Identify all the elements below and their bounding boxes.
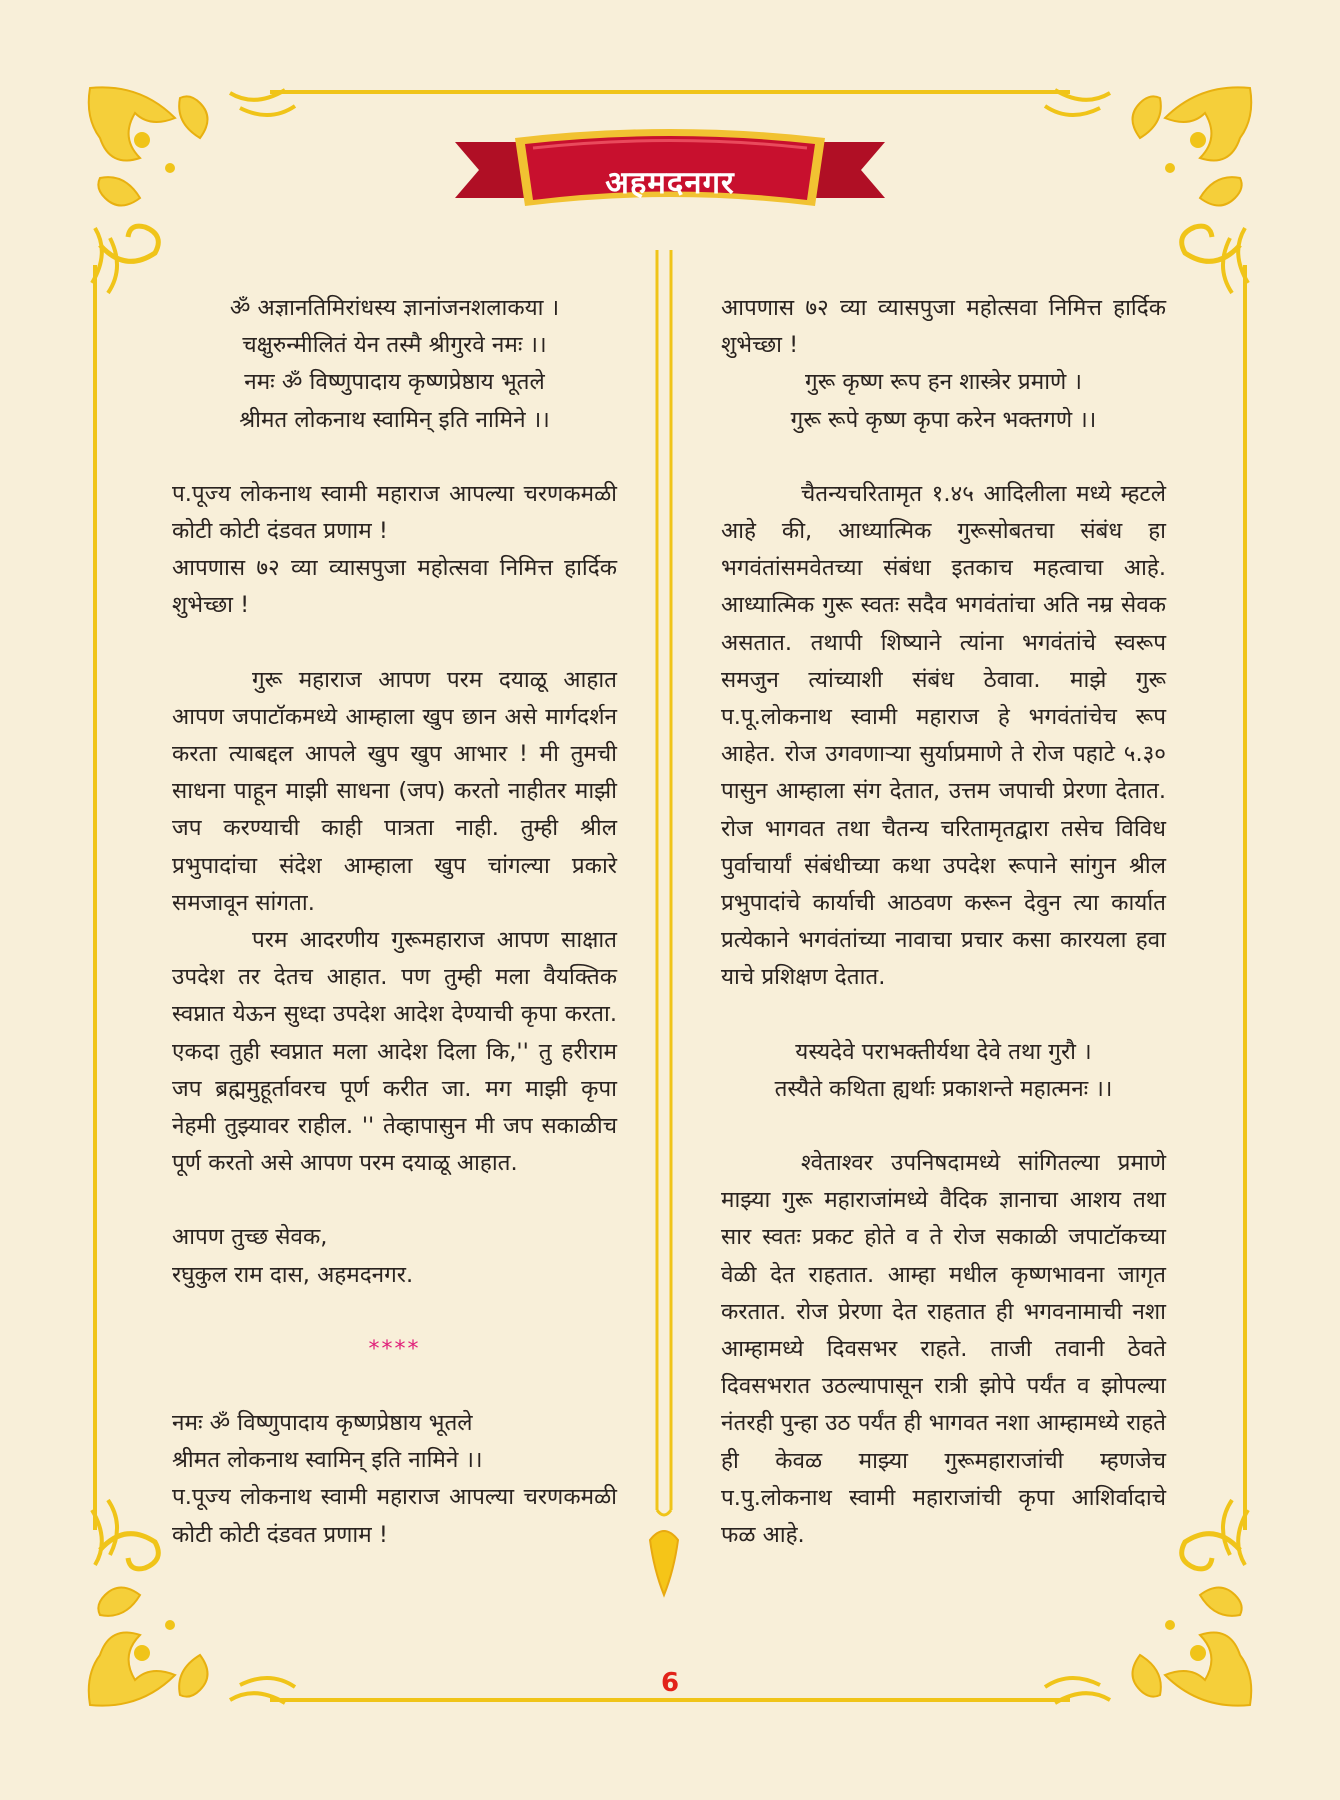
verse-line: चक्षुरुन्मीलितं येन तस्मै श्रीगुरवे नमः ।। — [242, 332, 547, 359]
greeting-paragraph: प.पूज्य लोकनाथ स्वामी महाराज आपल्या चरणकमळी कोटी कोटी दंडवत प्रणाम ! — [172, 480, 617, 545]
greeting-paragraph: प.पूज्य लोकनाथ स्वामी महाराज आपल्या चरणकमळी कोटी कोटी दंडवत प्रणाम ! — [172, 1484, 617, 1548]
verse-line: तस्यैते कथिता ह्यर्थाः प्रकाशन्ते महात्मनः ।। — [774, 1075, 1113, 1102]
verse-line: श्रीमत लोकनाथ स्वामिन् इति नामिने ।। — [172, 1447, 483, 1474]
verse-line: श्रीमत लोकनाथ स्वामिन् इति नामिने ।। — [239, 406, 550, 433]
verse-line: यस्यदेवे पराभक्तीर्यथा देवे तथा गुरौ । — [795, 1038, 1092, 1065]
section-separator: **** — [368, 1336, 421, 1362]
verse-line: गुरू रूपे कृष्ण कृपा करेन भक्तगणे ।। — [790, 406, 1097, 433]
signoff-line: आपण तुच्छ सेवक, — [172, 1224, 328, 1251]
body-paragraph: गुरू महाराज आपण परम दयाळू आहात आपण जपाटॉकमध्ये आम्हाला खुप छान असे मार्गदर्शन करता त्याबद्दल आपले खुप खुप आभार ! मी तुमची साधना पाहून माझी साधना (जप) करतो नाहीतर माझी जप करण्याची काही पात्रता नाही. तुम्ही श्रील प्रभुपादांचा संदेश आम्हाला खुप चांगल्या प्रकारे समजावून सांगता. — [172, 666, 617, 916]
left-column — [172, 290, 617, 1554]
wishes-paragraph: आपणास ७२ व्या व्यासपुजा महोत्सवा निमित्त हार्दिक शुभेच्छा ! — [721, 295, 1166, 359]
body-paragraph: चैतन्यचरितामृत १.४५ आदिलीला मध्ये म्हटले आहे की, आध्यात्मिक गुरूसोबतचा संबंध हा भगवंतांसमवेतच्या संबंधा इतकाच महत्वाचा आहे. आध्यात्मिक गुरू स्वतः सदैव भगवंतांचा अति नम्र सेवक असतात. तथापी शिष्याने त्यांना भगवंतांचे स्वरूप समजुन त्यांच्याशी संबंध ठेवावा. माझे गुरू प.पू.लोकनाथ स्वामी महाराज हे भगवंतांचेच रूप आहेत. रोज उगवणाऱ्या सुर्याप्रमाणे ते रोज पहाटे ५.३० पासुन आम्हाला संग देतात, उत्तम जपाची प्रेरणा देतात. रोज भागवत तथा चैतन्य चरितामृतद्वारा तसेच विविध पुर्वाचार्यां संबंधीच्या कथा उपदेश रूपाने सांगुन श्रील प्रभुपादांचे कार्याची आठवण करून देवुन त्या कार्यात प्रत्येकाने भगवंतांच्या नावाचा प्रचार कसा कारयला हवा याचे प्रशिक्षण देतात. — [721, 480, 1166, 991]
column-divider — [644, 250, 684, 1610]
page-title: अहमदनगर — [605, 165, 735, 201]
body-paragraph: परम आदरणीय गुरूमहाराज आपण साक्षात उपदेश तर देतच आहात. पण तुम्ही मला वैयक्तिक स्वप्नात येऊन सुध्दा उपदेश आदेश देण्याची कृपा करता. एकदा तुही स्वप्नात मला आदेश दिला कि,'' तु हरीराम जप ब्रह्ममुहूर्तावरच पूर्ण करीत जा. मग माझी कृपा नेहमी तुझ्यावर राहील. '' तेव्हापासुन मी जप सकाळीच पूर्ण करतो असे आपण परम दयाळू आहात. — [172, 927, 617, 1177]
verse-line: ॐ अज्ञानतिमिरांधस्य ज्ञानांजनशलाकया । — [229, 295, 560, 321]
verse-line: नमः ॐ विष्णुपादाय कृष्णप्रेष्ठाय भूतले — [244, 369, 545, 396]
verse-line: गुरू कृष्ण रूप हन शास्त्रेर प्रमाणे । — [805, 369, 1082, 396]
page-number: 6 — [660, 1668, 680, 1698]
body-paragraph: श्वेताश्वर उपनिषदामध्ये सांगितल्या प्रमाणे माझ्या गुरू महाराजांमध्ये वैदिक ज्ञानाचा आशय तथा सार स्वतः प्रकट होते व ते रोज सकाळी जपाटॉकच्या वेळी देत राहतात. आम्हा मधील कृष्णभावना जागृत करतात. रोज प्रेरणा देत राहतात ही भगवनामाची नशा आम्हामध्ये दिवसभर राहते. ताजी तवानी ठेवते दिवसभरात उठल्यापासून रात्री झोपे पर्यंत व झोपल्या नंतरही पुन्हा उठ पर्यंत ही भागवत नशा आम्हामध्ये राहते ही केवळ माझ्या गुरूमहाराजांची म्हणजेच प.पु.लोकनाथ स्वामी महाराजांची कृपा आशिर्वादाचे फळ आहे. — [721, 1150, 1166, 1549]
author-name: रघुकुल राम दास, अहमदनगर. — [172, 1261, 414, 1288]
verse-line: नमः ॐ विष्णुपादाय कृष्णप्रेष्ठाय भूतले — [172, 1410, 473, 1437]
right-column — [721, 290, 1166, 1554]
wishes-paragraph: आपणास ७२ व्या व्यासपुजा महोत्सवा निमित्त हार्दिक शुभेच्छा ! — [172, 555, 617, 619]
